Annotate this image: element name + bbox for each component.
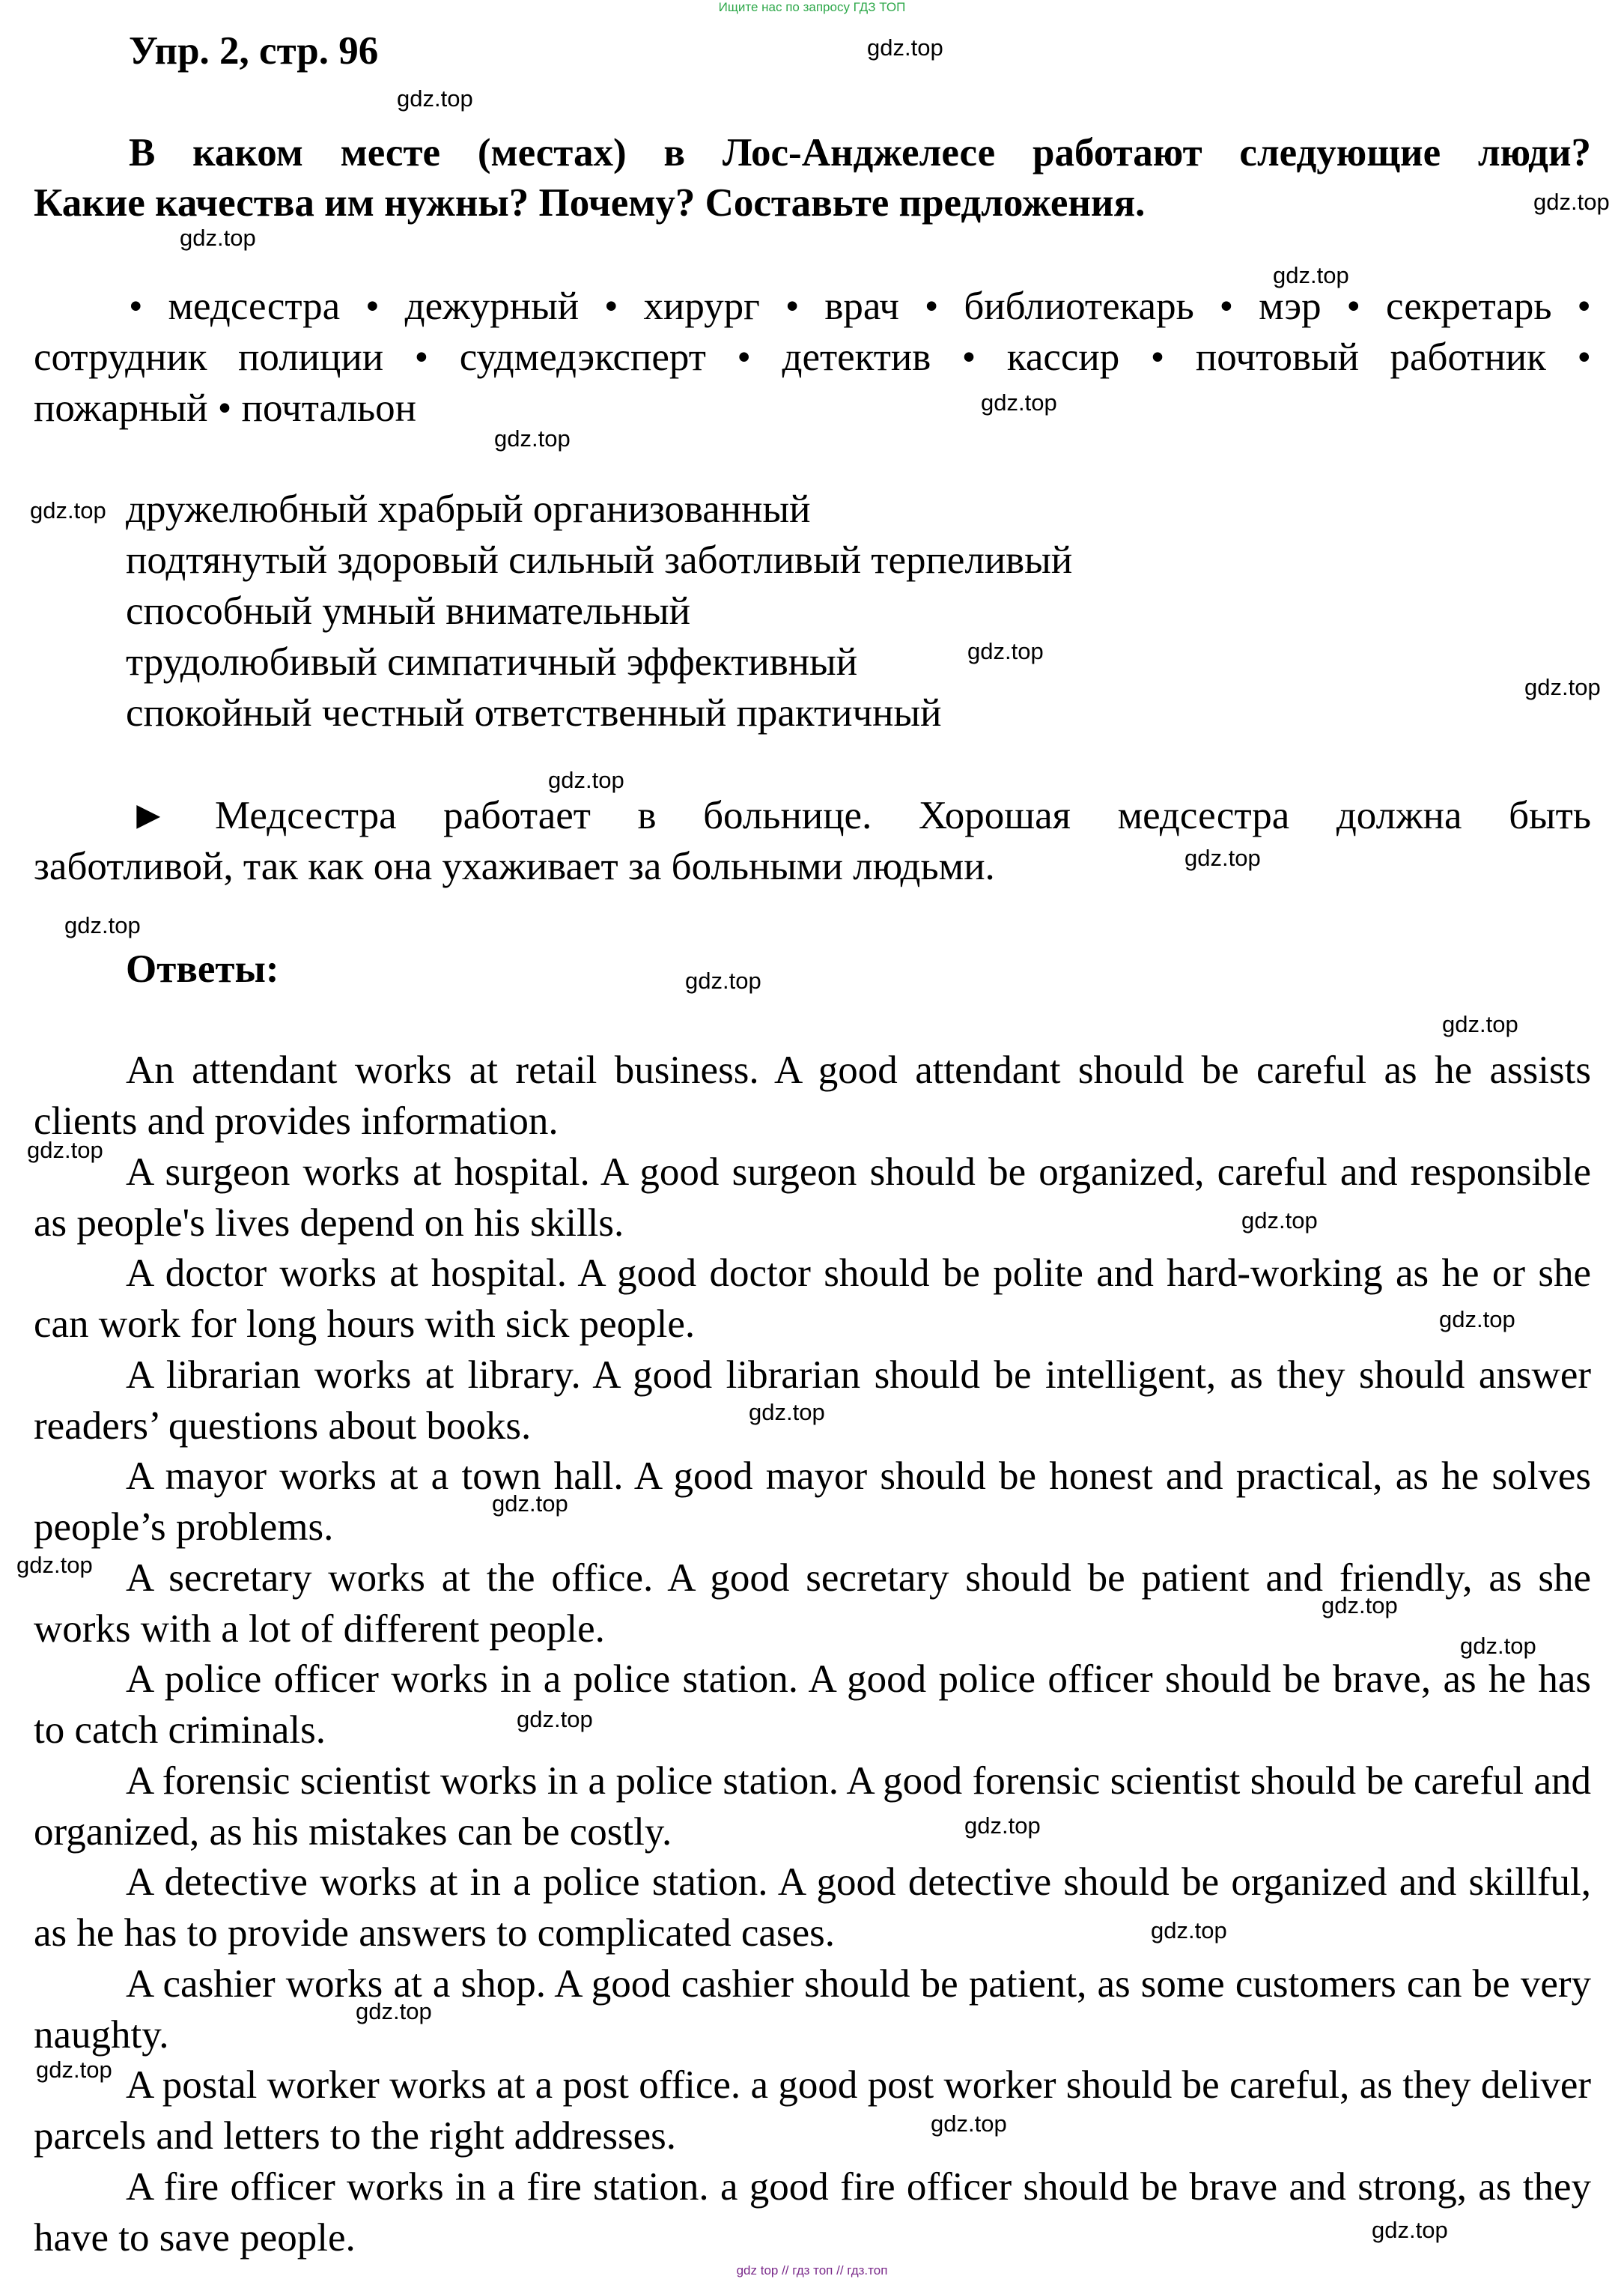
adjectives-line-1: дружелюбный храбрый организованный bbox=[126, 488, 811, 531]
watermark: gdz.top bbox=[981, 389, 1057, 416]
adjectives-line-4: трудолюбивый симпатичный эффективный bbox=[126, 640, 858, 684]
watermark: gdz.top bbox=[1372, 2217, 1448, 2243]
watermark: gdz.top bbox=[1442, 1011, 1518, 1037]
watermark: gdz.top bbox=[492, 1490, 568, 1517]
watermark: gdz.top bbox=[1241, 1207, 1318, 1233]
top-search-note: Ищите нас по запросу ГДЗ ТОП bbox=[718, 0, 906, 14]
watermark: gdz.top bbox=[356, 1998, 432, 2024]
answer-surgeon: A surgeon works at hospital. A good surgeon should be organized, careful and responsible as people's lives depend on his skills. bbox=[34, 1150, 1591, 1245]
footer-links: gdz top // гдз топ // гдз.топ bbox=[736, 2263, 888, 2278]
watermark: gdz.top bbox=[1184, 845, 1261, 871]
answer-attendant: An attendant works at retail business. A good attendant should be careful as he assists clients and provides information. bbox=[34, 1049, 1591, 1143]
watermark: gdz.top bbox=[494, 425, 571, 452]
watermark: gdz.top bbox=[1460, 1633, 1536, 1659]
answer-mayor: A mayor works at a town hall. A good mayor should be honest and practical, as he solves people’s problems. bbox=[34, 1454, 1591, 1549]
watermark: gdz.top bbox=[1533, 189, 1610, 215]
watermark: gdz.top bbox=[36, 2057, 112, 2083]
task-line-1: В каком месте (местах) в Лос-Анджелесе работают следующие люди? bbox=[129, 131, 1591, 175]
adjectives-line-2: подтянутый здоровый сильный заботливый терпеливый bbox=[126, 538, 1073, 582]
watermark: gdz.top bbox=[548, 767, 624, 793]
adjectives-line-3: способный умный внимательный bbox=[126, 589, 690, 633]
answer-fire-officer: A fire officer works in a fire station. a good fire officer should be brave and strong, as they have to save people. bbox=[34, 2165, 1591, 2260]
answer-doctor: A doctor works at hospital. A good doctor should be polite and hard-working as he or she can work for long hours with sick people. bbox=[34, 1251, 1591, 1346]
answer-cashier: A cashier works at a shop. A good cashier should be patient, as some customers can be very naughty. bbox=[34, 1962, 1591, 2057]
adjectives-line-5: спокойный честный ответственный практичный bbox=[126, 691, 942, 735]
watermark: gdz.top bbox=[967, 638, 1044, 664]
answer-librarian: A librarian works at library. A good librarian should be intelligent, as they should answer readers’ questions about books. bbox=[34, 1353, 1591, 1448]
answer-detective: A detective works at in a police station. A good detective should be organized and skillful, as he has to provide answers to complicated cases. bbox=[34, 1860, 1591, 1955]
example-line-1: ► Медсестра работает в больнице. Хорошая медсестра должна быть bbox=[129, 794, 1591, 837]
watermark: gdz.top bbox=[867, 34, 943, 61]
watermark: gdz.top bbox=[30, 497, 106, 524]
answers-heading: Ответы: bbox=[126, 947, 279, 991]
answer-police-officer: A police officer works in a police station. A good police officer should be brave, as he has to catch criminals. bbox=[34, 1657, 1591, 1752]
watermark: gdz.top bbox=[1322, 1592, 1398, 1618]
watermark: gdz.top bbox=[749, 1399, 825, 1425]
watermark: gdz.top bbox=[180, 225, 256, 251]
watermark: gdz.top bbox=[64, 912, 141, 938]
watermark: gdz.top bbox=[1524, 674, 1601, 700]
task-line-2: Какие качества им нужны? Почему? Составьте предложения. bbox=[34, 181, 1146, 225]
watermark: gdz.top bbox=[517, 1706, 593, 1732]
watermark: gdz.top bbox=[27, 1137, 103, 1163]
watermark: gdz.top bbox=[685, 968, 761, 994]
watermark: gdz.top bbox=[931, 2110, 1007, 2137]
watermark: gdz.top bbox=[397, 85, 473, 112]
professions-line-3: пожарный • почтальон bbox=[34, 386, 417, 430]
professions-line-2: сотрудник полиции • судмедэксперт • детектив • кассир • почтовый работник • bbox=[34, 336, 1591, 379]
watermark: gdz.top bbox=[964, 1812, 1041, 1839]
example-line-2: заботливой, так как она ухаживает за больными людьми. bbox=[34, 845, 995, 888]
professions-line-1: • медсестра • дежурный • хирург • врач • библиотекарь • мэр • секретарь • bbox=[129, 285, 1591, 328]
answer-forensic-scientist: A forensic scientist works in a police station. A good forensic scientist should be careful and organized, as his mistakes can be costly. bbox=[34, 1759, 1591, 1854]
watermark: gdz.top bbox=[1273, 262, 1349, 288]
watermark: gdz.top bbox=[1151, 1917, 1227, 1943]
answer-secretary: A secretary works at the office. A good secretary should be patient and friendly, as she works with a lot of different people. bbox=[34, 1556, 1591, 1651]
watermark: gdz.top bbox=[1439, 1306, 1515, 1332]
watermark: gdz.top bbox=[16, 1552, 93, 1578]
page-title: Упр. 2, стр. 96 bbox=[129, 29, 379, 73]
answer-postal-worker: A postal worker works at a post office. a good post worker should be careful, as they deliver parcels and letters to the right addresses. bbox=[34, 2063, 1591, 2158]
